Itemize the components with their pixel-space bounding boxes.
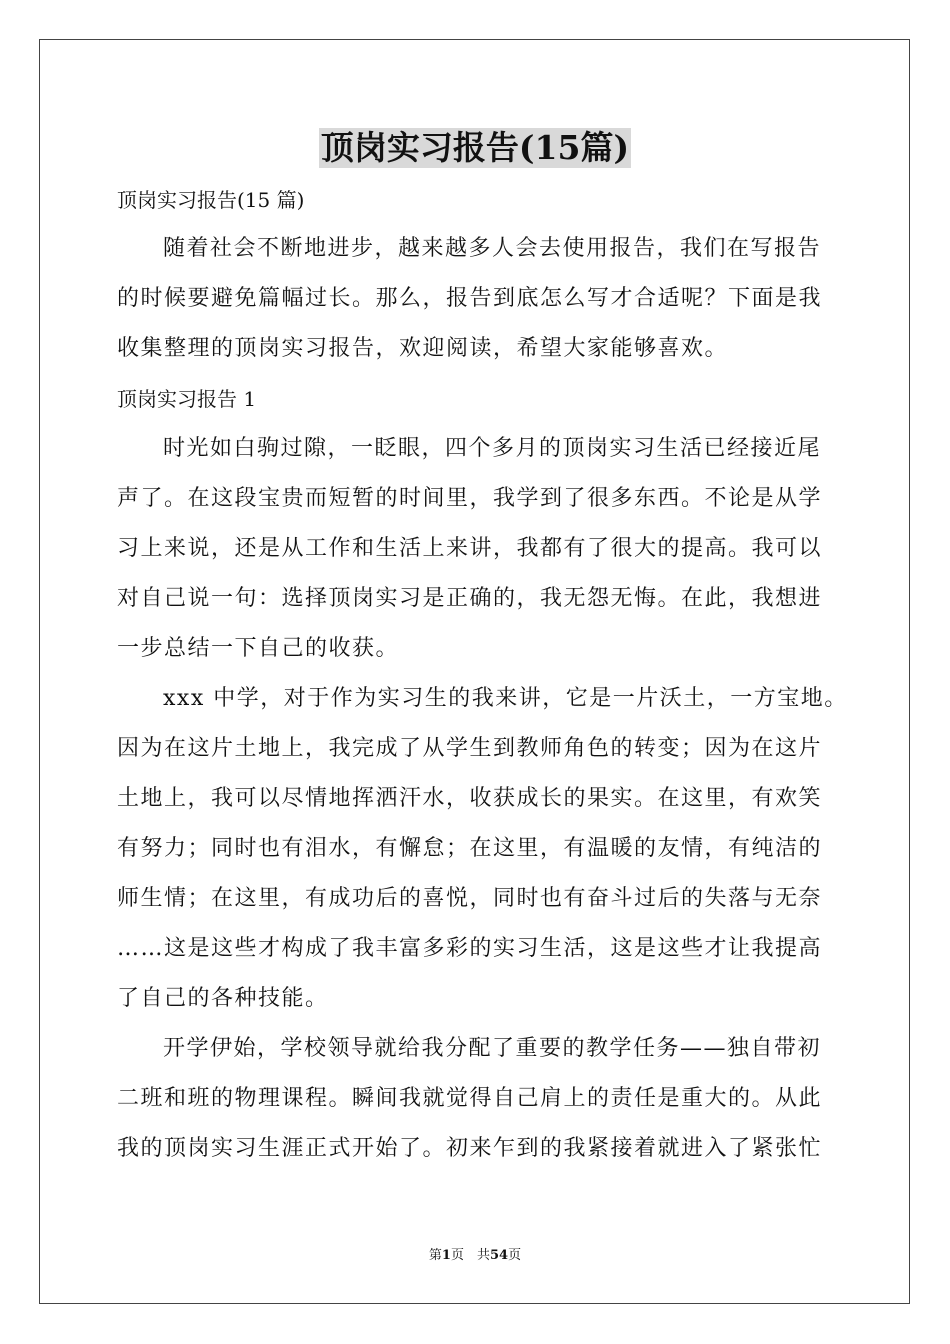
paragraph-line: 随着社会不断地进步，越来越多人会去使用报告，我们在写报告 [163, 236, 822, 261]
paragraph-line: 二班和班的物理课程。瞬间我就觉得自己肩上的责任是重大的。从此 [117, 1086, 823, 1111]
paragraph-line: xxx 中学，对于作为实习生的我来讲，它是一片沃土，一方宝地。 [163, 686, 848, 711]
title-container [0, 128, 950, 168]
paragraph-line: 开学伊始，学校领导就给我分配了重要的教学任务——独自带初 [163, 1036, 822, 1061]
paragraph-line: 收集整理的顶岗实习报告，欢迎阅读，希望大家能够喜欢。 [117, 336, 729, 361]
paragraph-line: 声了。在这段宝贵而短暂的时间里，我学到了很多东西。不论是从学 [117, 486, 823, 511]
footer-mid: 页 共 [450, 1248, 490, 1263]
subtitle: 顶岗实习报告(15 篇) [117, 188, 305, 212]
paragraph-line: ……这是这些才构成了我丰富多彩的实习生活，这是这些才让我提高 [117, 936, 823, 961]
paragraph-line: 的时候要避免篇幅过长。那么，报告到底怎么写才合适呢？下面是我 [117, 286, 823, 311]
paragraph-line: 一步总结一下自己的收获。 [117, 636, 400, 661]
footer-suffix: 页 [508, 1248, 522, 1263]
document-title: 顶岗实习报告(15篇) [320, 128, 630, 167]
paragraph-line: 师生情；在这里，有成功后的喜悦，同时也有奋斗过后的失落与无奈 [117, 886, 823, 911]
page-number: 1 [441, 1248, 451, 1263]
paragraph-line: 时光如白驹过隙，一眨眼，四个多月的顶岗实习生活已经接近尾 [163, 436, 822, 461]
paragraph-line: 对自己说一句：选择顶岗实习是正确的，我无怨无悔。在此，我想进 [117, 586, 823, 611]
page-footer [0, 1247, 950, 1265]
paragraph-line: 因为在这片土地上，我完成了从学生到教师角色的转变；因为在这片 [117, 736, 823, 761]
paragraph-line: 我的顶岗实习生涯正式开始了。初来乍到的我紧接着就进入了紧张忙 [117, 1136, 823, 1161]
paragraph-line: 习上来说，还是从工作和生活上来讲，我都有了很大的提高。我可以 [117, 536, 823, 561]
section-heading: 顶岗实习报告 1 [117, 387, 257, 411]
paragraph-line: 土地上，我可以尽情地挥洒汗水，收获成长的果实。在这里，有欢笑 [117, 786, 823, 811]
page-border [39, 39, 910, 1304]
footer-prefix: 第 [428, 1248, 442, 1263]
paragraph-line: 了自己的各种技能。 [117, 986, 329, 1011]
paragraph-line: 有努力；同时也有泪水，有懈怠；在这里，有温暖的友情，有纯洁的 [117, 836, 823, 861]
total-pages: 54 [489, 1248, 509, 1263]
